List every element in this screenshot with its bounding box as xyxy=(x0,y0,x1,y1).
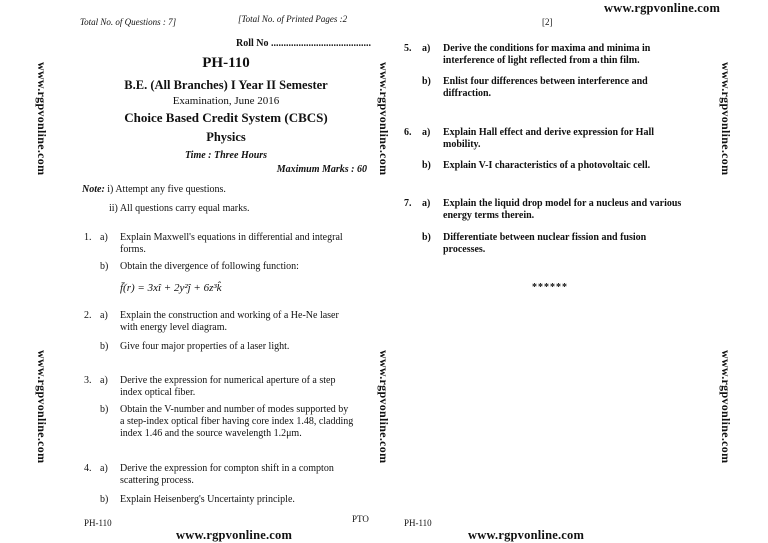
question-number: 2. xyxy=(84,310,92,321)
part-text: a step-index optical fiber having core index 1.48, cladding xyxy=(120,416,354,427)
part-letter: a) xyxy=(100,232,108,243)
footer-paper-code: PH-110 xyxy=(84,518,112,528)
watermark-vertical-left-1: www.rgpvonline.com xyxy=(35,62,49,176)
part-letter: a) xyxy=(422,127,431,138)
part-text: forms. xyxy=(120,244,146,255)
time-allowed: Time : Three Hours xyxy=(184,150,268,161)
part-text: Enlist four differences between interference and xyxy=(443,76,648,87)
part-text: Explain the liquid drop model for a nucleus and various xyxy=(443,198,682,209)
part-text: Derive the expression for numerical aperture of a step xyxy=(120,375,336,386)
footer-pto: PTO xyxy=(352,514,369,524)
question-7 xyxy=(404,198,704,258)
question-6 xyxy=(404,127,704,177)
part-text: diffraction. xyxy=(443,88,492,99)
part-letter: b) xyxy=(100,404,109,415)
watermark-vertical-mid-2: www.rgpvonline.com xyxy=(377,350,391,464)
part-text: index 1.46 and the source wavelength 1.2μm. xyxy=(120,428,302,439)
part-letter: b) xyxy=(100,494,109,505)
roll-no: Roll No ........................................ xyxy=(236,38,371,49)
question-number: 3. xyxy=(84,375,92,386)
question-number: 7. xyxy=(404,198,412,209)
part-text: interference of light reflected from a thin film. xyxy=(443,55,640,66)
part-letter: b) xyxy=(422,76,431,87)
part-text: Obtain the divergence of following function: xyxy=(120,261,299,272)
part-text: index optical fiber. xyxy=(120,387,196,398)
scheme-title: Choice Based Credit System (CBCS) xyxy=(124,110,328,125)
part-letter: a) xyxy=(100,463,108,474)
question-number: 5. xyxy=(404,43,412,54)
paper-code: PH-110 xyxy=(202,55,250,71)
watermark-vertical-mid-1: www.rgpvonline.com xyxy=(377,62,391,176)
part-text: Explain Hall effect and derive expression for Hall xyxy=(443,127,655,138)
watermark-bottom-right: www.rgpvonline.com xyxy=(468,528,585,542)
divergence-formula: f̄(r) = 3xî + 2y²ĵ + 6z³k̂ xyxy=(120,282,222,294)
part-text: Obtain the V-number and number of modes supported by xyxy=(120,404,349,415)
note-block xyxy=(82,184,226,195)
exam-session: Examination, June 2016 xyxy=(172,95,280,107)
watermark-bottom-left: www.rgpvonline.com xyxy=(176,528,293,542)
part-letter: b) xyxy=(422,160,431,171)
part-text: with energy level diagram. xyxy=(120,322,228,333)
part-text: Derive the expression for compton shift in a compton xyxy=(120,463,334,474)
part-text: Give four major properties of a laser light. xyxy=(120,341,290,352)
question-3 xyxy=(84,375,374,450)
question-number: 4. xyxy=(84,463,92,474)
part-text: Explain Heisenberg's Uncertainty principle. xyxy=(120,494,295,505)
part-text: Derive the conditions for maxima and minima in xyxy=(443,43,651,54)
part-text: Explain Maxwell's equations in differential and integral xyxy=(120,232,343,243)
part-text: scattering process. xyxy=(120,475,194,486)
part-letter: a) xyxy=(422,198,431,209)
subject-title: Physics xyxy=(206,130,246,144)
watermark-vertical-left-2: www.rgpvonline.com xyxy=(35,350,49,464)
part-letter: a) xyxy=(422,43,431,54)
note-item-1: i) Attempt any five questions. xyxy=(107,184,226,195)
watermark-top: www.rgpvonline.com xyxy=(604,1,721,15)
question-2 xyxy=(84,310,374,360)
watermark-vertical-right-1: www.rgpvonline.com xyxy=(719,62,733,176)
end-mark: ****** xyxy=(532,282,568,293)
part-text: energy terms therein. xyxy=(443,210,535,221)
part-letter: b) xyxy=(422,232,431,243)
part-letter: a) xyxy=(100,375,108,386)
watermark-vertical-right-2: www.rgpvonline.com xyxy=(719,350,733,464)
question-5 xyxy=(404,43,704,103)
total-pages: [Total No. of Printed Pages :2 xyxy=(238,14,348,24)
question-number: 6. xyxy=(404,127,412,138)
part-text: mobility. xyxy=(443,139,481,150)
max-marks: Maximum Marks : 60 xyxy=(276,164,367,175)
part-text: processes. xyxy=(443,244,486,255)
part-text: Explain the construction and working of a He-Ne laser xyxy=(120,310,339,321)
total-questions: Total No. of Questions : 7] xyxy=(80,17,177,27)
question-4 xyxy=(84,463,374,513)
part-letter: b) xyxy=(100,261,109,272)
footer-paper-code-2: PH-110 xyxy=(404,518,432,528)
part-letter: b) xyxy=(100,341,109,352)
part-text: Explain V-I characteristics of a photovoltaic cell. xyxy=(443,160,651,171)
question-number: 1. xyxy=(84,232,92,243)
part-letter: a) xyxy=(100,310,108,321)
note-item-2: ii) All questions carry equal marks. xyxy=(109,203,250,214)
part-text: Differentiate between nuclear fission and fusion xyxy=(443,232,647,243)
page-number: [2] xyxy=(542,17,553,27)
note-label: Note: xyxy=(82,184,105,195)
degree-title: B.E. (All Branches) I Year II Semester xyxy=(124,78,328,92)
